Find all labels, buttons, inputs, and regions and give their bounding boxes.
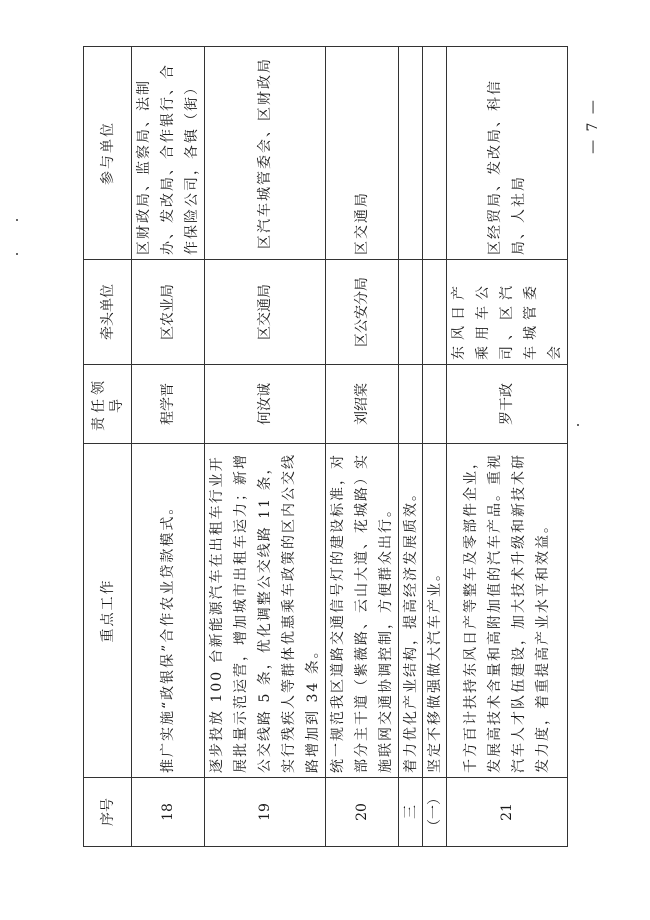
row-host: 区公安分局 <box>326 260 399 365</box>
row-leader: 刘绍棠 <box>326 365 399 444</box>
work-plan-table <box>83 46 568 847</box>
page-number: — 7 — <box>585 98 601 154</box>
row-participants: 区财政局、监察局、法制办、发改局、合作银行、合作保险公司，各镇（街） <box>132 47 205 260</box>
row-participants: 区交通局 <box>326 47 399 260</box>
row-work: 千方百计扶持东风日产等整车及零部件企业，发展高技术含量和高附加值的汽车产品。重视汽车人才队伍建设，加大技术升级和新技术研发力度，着重提高产业水平和效益。 <box>447 444 568 778</box>
row-participants: 区汽车城管委会、区财政局 <box>205 47 326 260</box>
row-leader: 何汝诚 <box>205 365 326 444</box>
header-host: 牵头单位 <box>84 260 132 365</box>
table-header-row <box>84 47 132 847</box>
empty-cell <box>423 47 447 260</box>
row-host: 东风日产乘用车公司、区汽车城管委会 <box>447 260 568 365</box>
table-row <box>447 47 568 847</box>
row-work: 逐步投放 100 台新能源汽车在出租车行业开展批量示范运营，增加城市出租车运力；新增公交线路 5 条，优化调整公交线路 11 条，实行残疾人等群体优惠乘车政策的区内公交线路增加到 34 条。 <box>205 444 326 778</box>
row-work: 统一规范我区道路交通信号灯的建设标准，对部分主干道（紫薇路、云山大道、花城路）实施联网交通协调控制，方便群众出行。 <box>326 444 399 778</box>
section-row <box>399 47 423 847</box>
row-seq: 18 <box>132 778 205 847</box>
subsection-row <box>423 47 447 847</box>
empty-cell <box>399 365 423 444</box>
table-row <box>205 47 326 847</box>
section-seq: 三 <box>399 778 423 847</box>
header-leader: 责任领导 <box>84 365 132 444</box>
header-seq: 序号 <box>84 778 132 847</box>
row-seq: 20 <box>326 778 399 847</box>
rotated-page <box>83 57 563 847</box>
empty-cell <box>423 260 447 365</box>
scan-speck <box>577 424 579 426</box>
empty-cell <box>399 260 423 365</box>
subsection-seq: （一） <box>423 778 447 847</box>
row-host: 区农业局 <box>132 260 205 365</box>
row-work: 推广实施“政银保”合作农业贷款模式。 <box>132 444 205 778</box>
row-leader: 程学晋 <box>132 365 205 444</box>
row-seq: 21 <box>447 778 568 847</box>
empty-cell <box>423 365 447 444</box>
subsection-title: 坚定不移做强做大汽车产业。 <box>423 444 447 778</box>
row-host: 区交通局 <box>205 260 326 365</box>
row-leader: 罗干政 <box>447 365 568 444</box>
section-title: 着力优化产业结构，提高经济发展质效。 <box>399 444 423 778</box>
table-row <box>326 47 399 847</box>
table-row <box>132 47 205 847</box>
header-participants: 参与单位 <box>84 47 132 260</box>
header-work: 重点工作 <box>84 444 132 778</box>
scan-speck <box>16 253 18 255</box>
scan-speck <box>16 219 18 221</box>
row-participants: 区经贸局、发改局、科信局、人社局 <box>447 47 568 260</box>
row-seq: 19 <box>205 778 326 847</box>
empty-cell <box>399 47 423 260</box>
